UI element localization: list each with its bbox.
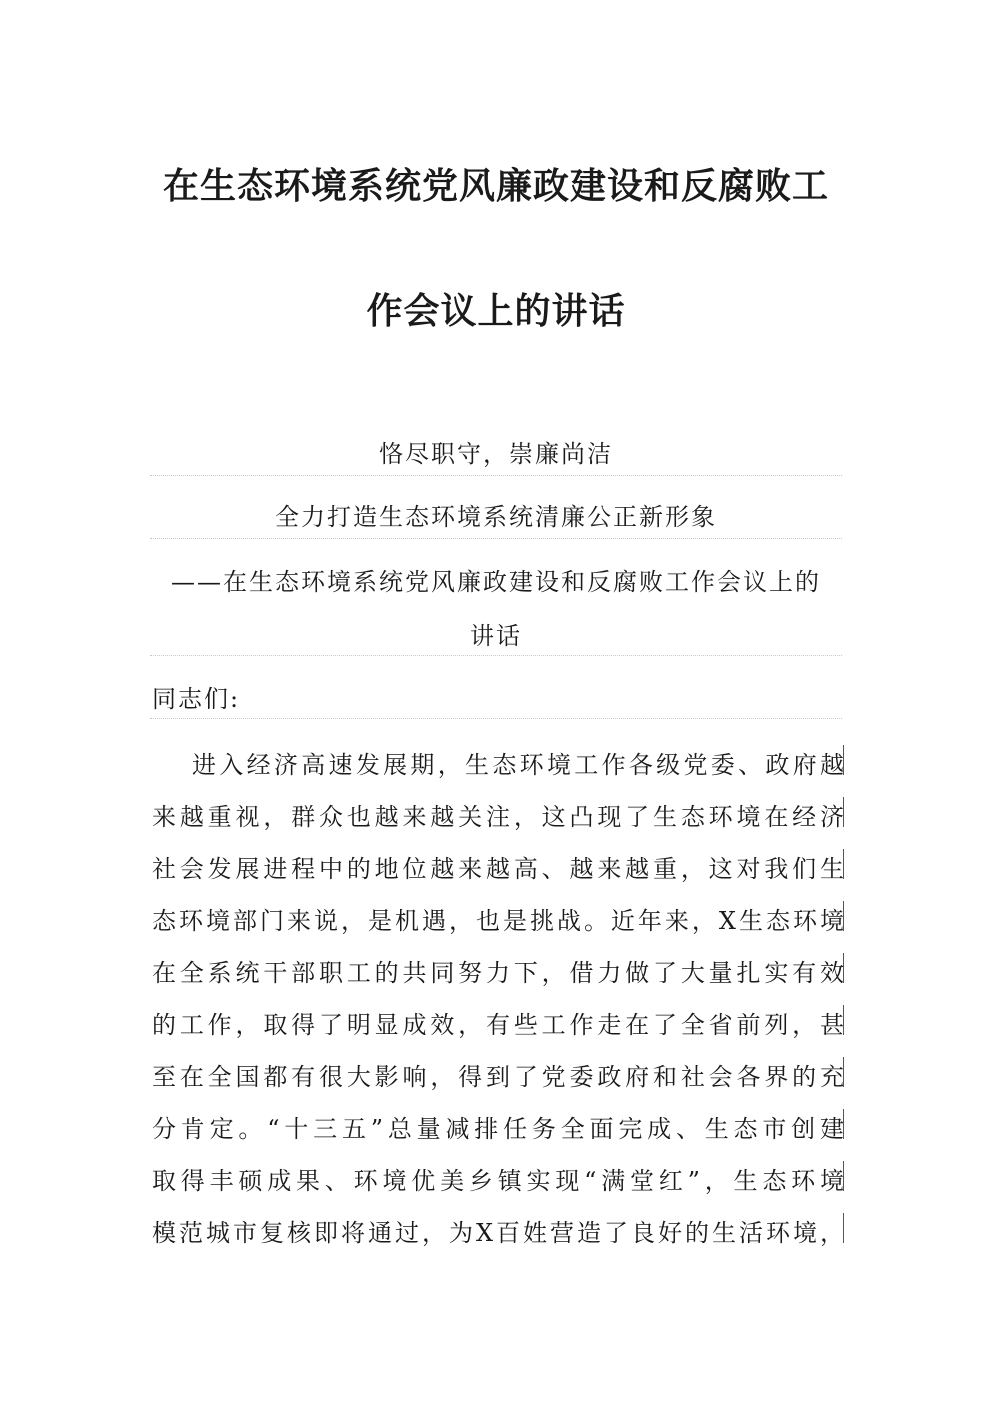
right-margin-mark — [843, 901, 844, 931]
right-margin-mark — [843, 1109, 844, 1139]
body-line: 进入经济高速发展期，生态环境工作各级党委、政府越 — [192, 751, 844, 779]
dotted-divider — [150, 655, 842, 656]
document-title-line-1: 在生态环境系统党风廉政建设和反腐败工 — [162, 165, 829, 207]
right-margin-mark — [843, 953, 844, 983]
right-margin-mark — [843, 745, 844, 775]
right-margin-mark — [843, 1213, 844, 1243]
body-line: 的工作，取得了明显成效，有些工作走在了全省前列，甚 — [152, 1011, 844, 1039]
dotted-divider — [150, 718, 842, 719]
body-line: 分肯定。“十三五”总量减排任务全面完成、生态市创建 — [152, 1115, 844, 1143]
body-line: 态环境部门来说，是机遇，也是挑战。近年来，X生态环境 — [152, 907, 844, 935]
body-line: 至在全国都有很大影响，得到了党委政府和社会各界的充 — [152, 1063, 844, 1091]
subtitle-line-1: 恪尽职守，崇廉尚洁 — [379, 440, 613, 468]
salutation: 同志们: — [152, 685, 241, 713]
subtitle-line-2: 全力打造生态环境系统清廉公正新形象 — [275, 503, 717, 531]
right-margin-mark — [843, 1005, 844, 1035]
right-margin-mark — [843, 797, 844, 827]
body-line: 模范城市复核即将通过，为X百姓营造了良好的生活环境， — [152, 1219, 844, 1247]
dotted-divider — [150, 538, 842, 539]
body-line: 来越重视，群众也越来越关注，这凸现了生态环境在经济 — [152, 803, 844, 831]
right-margin-mark — [843, 1057, 844, 1087]
right-margin-mark — [843, 1161, 844, 1191]
right-margin-mark — [843, 849, 844, 879]
body-line: 取得丰硕成果、环境优美乡镇实现“满堂红”，生态环境 — [152, 1167, 844, 1195]
body-line: 社会发展进程中的地位越来越高、越来越重，这对我们生 — [152, 855, 844, 883]
body-line: 在全系统干部职工的共同努力下，借力做了大量扎实有效 — [152, 959, 844, 987]
dotted-divider — [150, 475, 842, 476]
document-title-line-2: 作会议上的讲话 — [366, 290, 626, 332]
subtitle-line-3: ——在生态环境系统党风廉政建设和反腐败工作会议上的 — [171, 568, 821, 596]
subtitle-line-4: 讲话 — [470, 622, 522, 650]
